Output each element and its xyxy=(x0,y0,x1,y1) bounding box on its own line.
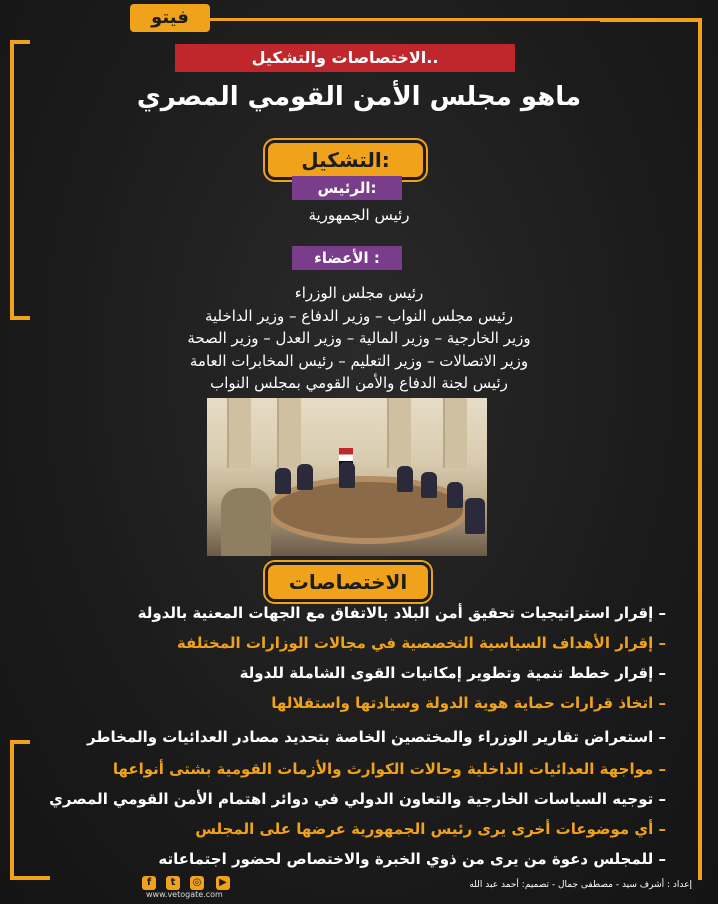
frame-left-lower-top xyxy=(10,740,30,744)
photo-person xyxy=(275,468,291,494)
member-line: رئيس مجلس الوزراء xyxy=(294,284,424,302)
credits: إعداد : أشرف سيد - مصطفى جمال - تصميم: أحمد عبد الله xyxy=(469,880,692,890)
members-list xyxy=(100,282,618,395)
photo-pillar xyxy=(387,398,411,468)
frame-left-lower-bar xyxy=(10,740,14,880)
brand-logo: فيتو xyxy=(130,4,210,32)
list-item: – توجيه السياسات الخارجية والتعاون الدولي في دوائر اهتمام الأمن القومي المصري xyxy=(49,790,666,808)
photo-person xyxy=(447,482,463,508)
website-url[interactable]: www.vetogate.com xyxy=(146,890,223,899)
list-item: – إقرار خطط تنمية وتطوير إمكانيات القوى الشاملة للدولة xyxy=(239,664,666,682)
member-line: رئيس لجنة الدفاع والأمن القومي بمجلس النواب xyxy=(210,374,508,392)
frame-left-bottom xyxy=(10,316,30,320)
member-line: رئيس مجلس النواب – وزير الدفاع – وزير الداخلية xyxy=(204,306,514,325)
youtube-icon[interactable]: ▶ xyxy=(216,876,230,890)
powers-heading: الاختصاصات xyxy=(265,562,431,602)
list-item: – إقرار استراتيجيات تحقيق أمن البلاد بالاتفاق مع الجهات المعنية بالدولة xyxy=(137,604,666,622)
members-label: الأعضاء : xyxy=(292,246,402,270)
frame-right-bar xyxy=(698,20,702,880)
member-line: وزير الاتصالات – وزير التعليم – رئيس المخابرات العامة xyxy=(189,351,529,370)
president-value: رئيس الجمهورية xyxy=(308,206,410,224)
photo-pillar xyxy=(227,398,251,468)
instagram-icon[interactable]: ◎ xyxy=(190,876,204,890)
page-title: ماهو مجلس الأمن القومي المصري xyxy=(136,82,582,112)
photo-person xyxy=(339,462,355,488)
frame-bottom-left xyxy=(10,876,50,880)
photo-officer xyxy=(221,488,271,556)
twitter-icon[interactable]: t xyxy=(166,876,180,890)
president-label: الرئيس: xyxy=(292,176,402,200)
header-banner: الاختصاصات والتشكيل.. xyxy=(175,44,515,72)
list-item: – استعراض تقارير الوزراء والمختصين الخاصة بتحديد مصادر العدائيات والمخاطر xyxy=(87,728,666,746)
photo-person xyxy=(421,472,437,498)
header-rule xyxy=(210,18,680,21)
member-line: وزير الخارجية – وزير المالية – وزير العدل – وزير الصحة xyxy=(187,329,531,347)
photo-person xyxy=(465,498,485,534)
list-item: – مواجهة العدائيات الداخلية وحالات الكوارث والأزمات القومية بشتى أنواعها xyxy=(112,760,666,778)
photo-person xyxy=(397,466,413,492)
list-item: – إقرار الأهداف السياسية التخصصية في مجالات الوزارات المختلفة xyxy=(176,634,666,652)
list-item: – اتخاذ قرارات حماية هوية الدولة وسيادتها واستقلالها xyxy=(271,694,666,712)
frame-left-bar xyxy=(10,40,14,320)
list-item: – للمجلس دعوة من يرى من ذوي الخبرة والاختصاص لحضور اجتماعاته xyxy=(158,850,666,868)
photo-pillar xyxy=(443,398,467,468)
composition-heading: التشكيل: xyxy=(265,140,426,180)
meeting-photo xyxy=(207,398,487,556)
facebook-icon[interactable]: f xyxy=(142,876,156,890)
photo-person xyxy=(297,464,313,490)
frame-left-top xyxy=(10,40,30,44)
photo-pillar xyxy=(277,398,301,468)
list-item: – أي موضوعات أخرى يرى رئيس الجمهورية عرضها على المجلس xyxy=(195,820,666,838)
